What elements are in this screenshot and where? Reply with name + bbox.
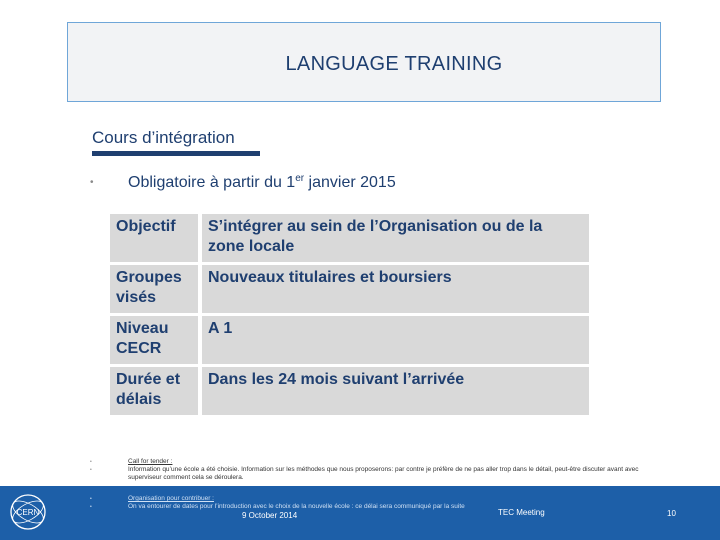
table-row bbox=[110, 367, 589, 415]
note-bullet: • bbox=[90, 467, 92, 473]
cern-logo-text: CERN bbox=[16, 508, 40, 517]
title-box bbox=[67, 22, 661, 102]
bullet-text bbox=[128, 173, 396, 192]
section-underline bbox=[92, 151, 260, 156]
row-value: Dans les 24 mois suivant l’arrivée bbox=[202, 367, 589, 415]
table-row bbox=[110, 214, 589, 262]
row-value: Nouveaux titulaires et boursiers bbox=[202, 265, 589, 313]
bullet-tail: janvier 2015 bbox=[304, 174, 396, 191]
row-label: Durée et délais bbox=[110, 367, 202, 415]
footer-bar bbox=[0, 486, 720, 540]
bullet-main: Obligatoire à partir du 1 bbox=[128, 174, 296, 191]
slide-title: LANGUAGE TRAINING bbox=[285, 52, 503, 75]
table-row bbox=[110, 265, 589, 313]
footer-meeting: TEC Meeting bbox=[498, 508, 545, 517]
bullet-sup: er bbox=[295, 173, 305, 184]
info-table bbox=[110, 211, 589, 418]
row-value: A 1 bbox=[202, 316, 589, 364]
bullet-dot: • bbox=[90, 177, 94, 188]
row-label: Groupes visés bbox=[110, 265, 202, 313]
note-bullet: • bbox=[90, 504, 92, 510]
row-label: Niveau CECR bbox=[110, 316, 202, 364]
row-label: Objectif bbox=[110, 214, 202, 262]
section-heading: Cours d’intégration bbox=[92, 128, 235, 147]
page-number: 10 bbox=[667, 509, 676, 518]
row-value: S’intégrer au sein de l’Organisation ou de la zone locale bbox=[202, 214, 589, 262]
table-row bbox=[110, 316, 589, 364]
note-org-text: On va entourer de dates pour l’introduction avec le choix de la nouvelle école : ce délai sera communiqué par la suite bbox=[128, 503, 465, 510]
note-call-label: Call for tender : bbox=[128, 458, 173, 465]
note-bullet: • bbox=[90, 459, 92, 465]
note-bullet: • bbox=[90, 496, 92, 502]
footer-date: 9 October 2014 bbox=[242, 511, 298, 520]
note-call-text: Information qu’une école a été choisie. Information sur les méthodes que nous proposerons: par contre je préfère de ne pas aller trop dans le détail, peut-être discuter avant avec superviseur comment cela se déroulera. bbox=[128, 466, 639, 481]
cern-logo bbox=[8, 492, 48, 532]
note-org-label: Organisation pour contribuer : bbox=[128, 495, 214, 502]
